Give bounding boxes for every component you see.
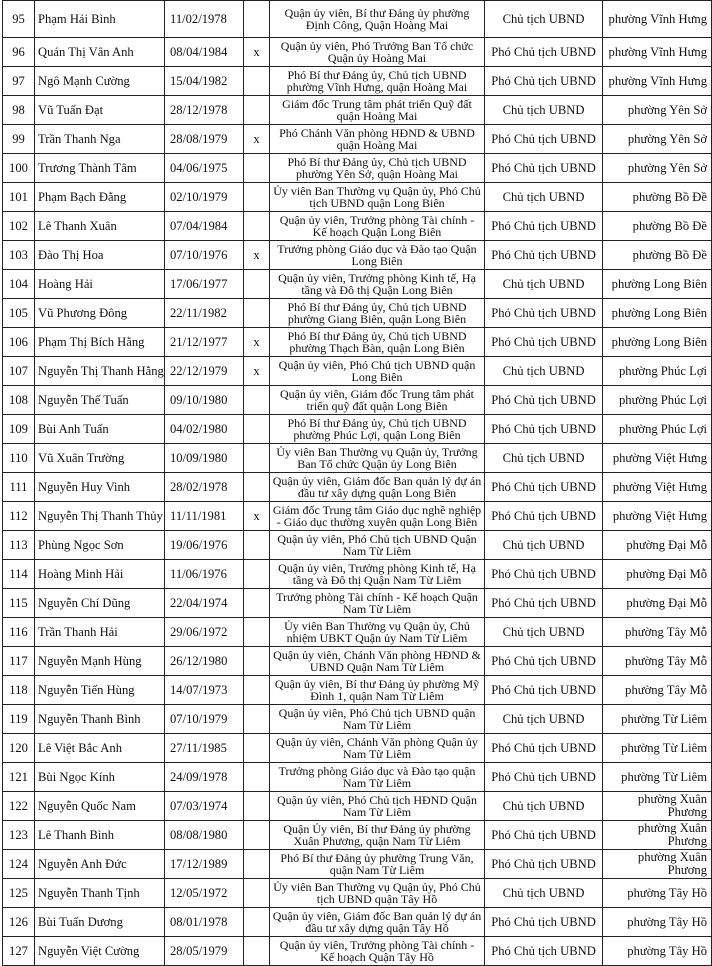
table-row — [3, 705, 712, 734]
current-position: Ủy viên Ban Thường vụ Quận ủy, Phó Chủ tịch UBND quận Long Biên — [270, 183, 485, 212]
female-mark — [244, 676, 270, 705]
female-mark — [244, 473, 270, 502]
current-position: Trưởng phòng Tài chính - Kế hoạch Quận Nam Từ Liêm — [270, 589, 485, 618]
female-mark — [244, 734, 270, 763]
current-position: Quận ủy viên, Phó Trưởng Ban Tổ chức Quận ủy Hoàng Mai — [270, 38, 485, 67]
table-row — [3, 183, 712, 212]
table-row — [3, 96, 712, 125]
current-position: Quận ủy viên, Bí thư Đảng ủy phường Định Công, Quận Hoàng Mai — [270, 1, 485, 38]
table-row — [3, 241, 712, 270]
table-row — [3, 415, 712, 444]
table-row — [3, 821, 712, 850]
current-position: Trưởng phòng Giáo dục và Đào tạo quận Nam Từ Liêm — [270, 763, 485, 792]
full-name: Nguyễn Việt Cường — [35, 937, 165, 966]
row-number: 108 — [3, 386, 35, 415]
assigned-ward: phường Phúc Lợi — [603, 415, 712, 444]
table-row — [3, 357, 712, 386]
female-mark — [244, 299, 270, 328]
assigned-ward: phường Bồ Đề — [603, 183, 712, 212]
new-position: Phó Chủ tịch UBND — [485, 241, 603, 270]
current-position: Giám đốc Trung tâm Giáo dục nghề nghiệp - Giáo dục thường xuyên quận Long Biên — [270, 502, 485, 531]
full-name: Phạm Bạch Đằng — [35, 183, 165, 212]
date-of-birth: 07/03/1974 — [165, 792, 244, 821]
female-mark — [244, 589, 270, 618]
row-number: 104 — [3, 270, 35, 299]
table-row — [3, 444, 712, 473]
row-number: 98 — [3, 96, 35, 125]
date-of-birth: 11/11/1981 — [165, 502, 244, 531]
new-position: Phó Chủ tịch UBND — [485, 386, 603, 415]
table-row — [3, 299, 712, 328]
assigned-ward: phường Tây Hồ — [603, 908, 712, 937]
current-position: Quận ủy viên, Trưởng phòng Kinh tế, Hạ tầng và Đô thị Quận Long Biên — [270, 270, 485, 299]
assigned-ward: phường Long Biên — [603, 299, 712, 328]
table-row — [3, 676, 712, 705]
full-name: Lê Việt Bắc Anh — [35, 734, 165, 763]
current-position: Quận ủy viên, Phó Chủ tịch UBND quận Nam Từ Liêm — [270, 705, 485, 734]
new-position: Phó Chủ tịch UBND — [485, 821, 603, 850]
full-name: Nguyễn Quốc Nam — [35, 792, 165, 821]
current-position: Ủy viên Ban Thường vụ Quận ủy, Chủ nhiệm UBKT Quận ủy Nam Từ Liêm — [270, 618, 485, 647]
row-number: 115 — [3, 589, 35, 618]
new-position: Phó Chủ tịch UBND — [485, 647, 603, 676]
assigned-ward: phường Xuân Phương — [603, 821, 712, 850]
date-of-birth: 24/09/1978 — [165, 763, 244, 792]
full-name: Nguyễn Huy Vinh — [35, 473, 165, 502]
row-number: 116 — [3, 618, 35, 647]
table-row — [3, 879, 712, 908]
row-number: 121 — [3, 763, 35, 792]
table-row — [3, 212, 712, 241]
assigned-ward: phường Yên Sở — [603, 125, 712, 154]
current-position: Phó Bí thư Đảng ủy, Chủ tịch UBND phường Phúc Lợi, quận Long Biên — [270, 415, 485, 444]
current-position: Quận ủy viên, Bí thư Đảng ủy phường Mỹ Đình 1, quận Nam Từ Liêm — [270, 676, 485, 705]
new-position: Chủ tịch UBND — [485, 705, 603, 734]
female-mark — [244, 154, 270, 183]
current-position: Phó Bí thư Đảng ủy phường Trung Văn, quận Nam Từ Liêm — [270, 850, 485, 879]
date-of-birth: 22/12/1979 — [165, 357, 244, 386]
full-name: Vũ Xuân Trường — [35, 444, 165, 473]
date-of-birth: 28/12/1978 — [165, 96, 244, 125]
current-position: Ủy viên Ban Thường vụ Quận ủy, Trưởng Ban Tổ chức Quận ủy Long Biên — [270, 444, 485, 473]
assigned-ward: phường Phúc Lợi — [603, 357, 712, 386]
assigned-ward: phường Đại Mỗ — [603, 589, 712, 618]
female-mark — [244, 618, 270, 647]
table-row — [3, 502, 712, 531]
new-position: Phó Chủ tịch UBND — [485, 67, 603, 96]
assigned-ward: phường Tây Hồ — [603, 879, 712, 908]
date-of-birth: 11/02/1978 — [165, 1, 244, 38]
full-name: Lê Thanh Xuân — [35, 212, 165, 241]
current-position: Quận ủy viên, Trưởng phòng Kinh tế, Hạ tầng và Đô thị Quận Nam Từ Liêm — [270, 560, 485, 589]
date-of-birth: 19/06/1976 — [165, 531, 244, 560]
full-name: Phạm Hải Bình — [35, 1, 165, 38]
female-mark — [244, 937, 270, 966]
new-position: Chủ tịch UBND — [485, 618, 603, 647]
new-position: Phó Chủ tịch UBND — [485, 299, 603, 328]
female-mark — [244, 908, 270, 937]
new-position: Phó Chủ tịch UBND — [485, 154, 603, 183]
assigned-ward: phường Từ Liêm — [603, 705, 712, 734]
row-number: 123 — [3, 821, 35, 850]
new-position: Phó Chủ tịch UBND — [485, 937, 603, 966]
date-of-birth: 09/10/1980 — [165, 386, 244, 415]
row-number: 113 — [3, 531, 35, 560]
date-of-birth: 14/07/1973 — [165, 676, 244, 705]
full-name: Nguyễn Thị Thanh Thủy — [35, 502, 165, 531]
new-position: Chủ tịch UBND — [485, 1, 603, 38]
new-position: Phó Chủ tịch UBND — [485, 850, 603, 879]
row-number: 111 — [3, 473, 35, 502]
new-position: Phó Chủ tịch UBND — [485, 560, 603, 589]
full-name: Phạm Thị Bích Hằng — [35, 328, 165, 357]
female-mark: x — [244, 328, 270, 357]
new-position: Phó Chủ tịch UBND — [485, 589, 603, 618]
row-number: 126 — [3, 908, 35, 937]
assigned-ward: phường Long Biên — [603, 328, 712, 357]
full-name: Nguyễn Thị Thanh Hằng — [35, 357, 165, 386]
row-number: 99 — [3, 125, 35, 154]
date-of-birth: 21/12/1977 — [165, 328, 244, 357]
female-mark — [244, 705, 270, 734]
female-mark — [244, 96, 270, 125]
current-position: Quận Ủy viên, Bí thư Đảng ủy phường Xuân Phương, quận Nam Từ Liêm — [270, 821, 485, 850]
female-mark — [244, 531, 270, 560]
date-of-birth: 17/06/1977 — [165, 270, 244, 299]
table-row — [3, 734, 712, 763]
full-name: Nguyễn Tiến Hùng — [35, 676, 165, 705]
assigned-ward: phường Từ Liêm — [603, 763, 712, 792]
full-name: Hoàng Minh Hải — [35, 560, 165, 589]
table-row — [3, 850, 712, 879]
female-mark: x — [244, 357, 270, 386]
date-of-birth: 28/08/1979 — [165, 125, 244, 154]
date-of-birth: 08/08/1980 — [165, 821, 244, 850]
new-position: Phó Chủ tịch UBND — [485, 763, 603, 792]
female-mark: x — [244, 38, 270, 67]
table-row — [3, 473, 712, 502]
date-of-birth: 17/12/1989 — [165, 850, 244, 879]
assigned-ward: phường Tây Mỗ — [603, 618, 712, 647]
assigned-ward: phường Tây Hồ — [603, 937, 712, 966]
female-mark — [244, 386, 270, 415]
current-position: Phó Bí thư Đảng ủy, Chủ tịch UBND phường Thạch Bàn, quận Long Biên — [270, 328, 485, 357]
current-position: Phó Bí thư Đảng ủy, Chủ tịch UBND phường Vĩnh Hưng, quận Hoàng Mai — [270, 67, 485, 96]
table-row — [3, 531, 712, 560]
new-position: Chủ tịch UBND — [485, 270, 603, 299]
date-of-birth: 15/04/1982 — [165, 67, 244, 96]
female-mark — [244, 821, 270, 850]
new-position: Phó Chủ tịch UBND — [485, 38, 603, 67]
row-number: 118 — [3, 676, 35, 705]
table-row — [3, 792, 712, 821]
personnel-list-document — [2, 0, 707, 964]
current-position: Trưởng phòng Giáo dục và Đào tạo Quận Long Biên — [270, 241, 485, 270]
assigned-ward: phường Việt Hưng — [603, 502, 712, 531]
table-row — [3, 937, 712, 966]
current-position: Quận ủy viên, Trưởng phòng Tài chính - Kế hoạch Quận Long Biên — [270, 212, 485, 241]
female-mark — [244, 212, 270, 241]
full-name: Phùng Ngọc Sơn — [35, 531, 165, 560]
current-position: Quận ủy viên, Giám đốc Ban quản lý dự án đầu tư xây dựng quận Tây Hồ — [270, 908, 485, 937]
female-mark — [244, 183, 270, 212]
full-name: Đào Thị Hoa — [35, 241, 165, 270]
assigned-ward: phường Yên Sở — [603, 154, 712, 183]
table-row — [3, 560, 712, 589]
assigned-ward: phường Việt Hưng — [603, 473, 712, 502]
current-position: Quận ủy viên, Giám đốc Trung tâm phát triển quỹ đất quận Long Biên — [270, 386, 485, 415]
current-position: Quận ủy viên, Giám đốc Ban quản lý dự án đầu tư xây dựng quận Long Biên — [270, 473, 485, 502]
assigned-ward: phường Vĩnh Hưng — [603, 1, 712, 38]
date-of-birth: 07/04/1984 — [165, 212, 244, 241]
date-of-birth: 28/02/1978 — [165, 473, 244, 502]
assigned-ward: phường Vĩnh Hưng — [603, 67, 712, 96]
row-number: 110 — [3, 444, 35, 473]
date-of-birth: 10/09/1980 — [165, 444, 244, 473]
female-mark — [244, 1, 270, 38]
row-number: 122 — [3, 792, 35, 821]
row-number: 117 — [3, 647, 35, 676]
row-number: 109 — [3, 415, 35, 444]
row-number: 120 — [3, 734, 35, 763]
female-mark: x — [244, 125, 270, 154]
assigned-ward: phường Đại Mỗ — [603, 560, 712, 589]
full-name: Bùi Ngọc Kính — [35, 763, 165, 792]
full-name: Ngô Mạnh Cường — [35, 67, 165, 96]
row-number: 119 — [3, 705, 35, 734]
row-number: 124 — [3, 850, 35, 879]
date-of-birth: 02/10/1979 — [165, 183, 244, 212]
full-name: Nguyễn Thanh Bình — [35, 705, 165, 734]
new-position: Chủ tịch UBND — [485, 444, 603, 473]
date-of-birth: 29/06/1972 — [165, 618, 244, 647]
date-of-birth: 07/10/1976 — [165, 241, 244, 270]
current-position: Phó Chánh Văn phòng HĐND & UBND quận Hoàng Mai — [270, 125, 485, 154]
date-of-birth: 04/06/1975 — [165, 154, 244, 183]
row-number: 107 — [3, 357, 35, 386]
assigned-ward: phường Long Biên — [603, 270, 712, 299]
row-number: 105 — [3, 299, 35, 328]
current-position: Quận ủy viên, Phó Chủ tịch HĐND Quận Nam Từ Liêm — [270, 792, 485, 821]
female-mark — [244, 850, 270, 879]
full-name: Nguyễn Chí Dũng — [35, 589, 165, 618]
row-number: 112 — [3, 502, 35, 531]
row-number: 95 — [3, 1, 35, 38]
female-mark — [244, 67, 270, 96]
table-row — [3, 270, 712, 299]
row-number: 102 — [3, 212, 35, 241]
full-name: Vũ Tuấn Đạt — [35, 96, 165, 125]
date-of-birth: 27/11/1985 — [165, 734, 244, 763]
table-row — [3, 647, 712, 676]
full-name: Trần Thanh Hải — [35, 618, 165, 647]
new-position: Phó Chủ tịch UBND — [485, 415, 603, 444]
full-name: Nguyễn Thế Tuấn — [35, 386, 165, 415]
female-mark — [244, 792, 270, 821]
full-name: Quán Thị Vân Anh — [35, 38, 165, 67]
row-number: 103 — [3, 241, 35, 270]
table-row — [3, 154, 712, 183]
new-position: Chủ tịch UBND — [485, 879, 603, 908]
new-position: Phó Chủ tịch UBND — [485, 212, 603, 241]
female-mark — [244, 444, 270, 473]
female-mark — [244, 560, 270, 589]
row-number: 106 — [3, 328, 35, 357]
new-position: Chủ tịch UBND — [485, 531, 603, 560]
full-name: Nguyễn Thanh Tịnh — [35, 879, 165, 908]
current-position: Quận ủy viên, Phó Chủ tịch UBND Quận Nam Từ Liêm — [270, 531, 485, 560]
new-position: Phó Chủ tịch UBND — [485, 473, 603, 502]
date-of-birth: 11/06/1976 — [165, 560, 244, 589]
full-name: Bùi Anh Tuấn — [35, 415, 165, 444]
row-number: 101 — [3, 183, 35, 212]
current-position: Quận ủy viên, Trưởng phòng Tài chính - Kế hoạch Quận Tây Hồ — [270, 937, 485, 966]
table-row — [3, 908, 712, 937]
assigned-ward: phường Đại Mỗ — [603, 531, 712, 560]
date-of-birth: 22/04/1974 — [165, 589, 244, 618]
table-row — [3, 38, 712, 67]
female-mark: x — [244, 241, 270, 270]
full-name: Trương Thành Tâm — [35, 154, 165, 183]
table-row — [3, 763, 712, 792]
row-number: 127 — [3, 937, 35, 966]
new-position: Phó Chủ tịch UBND — [485, 734, 603, 763]
assigned-ward: phường Phúc Lợi — [603, 386, 712, 415]
assigned-ward: phường Tây Mỗ — [603, 676, 712, 705]
female-mark — [244, 270, 270, 299]
row-number: 97 — [3, 67, 35, 96]
date-of-birth: 04/02/1980 — [165, 415, 244, 444]
new-position: Phó Chủ tịch UBND — [485, 676, 603, 705]
date-of-birth: 28/05/1979 — [165, 937, 244, 966]
current-position: Quận ủy viên, Phó Chủ tịch UBND quận Long Biên — [270, 357, 485, 386]
assigned-ward: phường Tây Mỗ — [603, 647, 712, 676]
female-mark — [244, 879, 270, 908]
new-position: Chủ tịch UBND — [485, 357, 603, 386]
female-mark — [244, 763, 270, 792]
table-row — [3, 1, 712, 38]
current-position: Phó Bí thư Đảng ủy, Chủ tịch UBND phường Giang Biên, quận Long Biên — [270, 299, 485, 328]
full-name: Hoàng Hải — [35, 270, 165, 299]
date-of-birth: 08/01/1978 — [165, 908, 244, 937]
table-row — [3, 125, 712, 154]
table-row — [3, 618, 712, 647]
assigned-ward: phường Việt Hưng — [603, 444, 712, 473]
row-number: 125 — [3, 879, 35, 908]
row-number: 96 — [3, 38, 35, 67]
full-name: Nguyễn Anh Đức — [35, 850, 165, 879]
new-position: Phó Chủ tịch UBND — [485, 125, 603, 154]
new-position: Phó Chủ tịch UBND — [485, 908, 603, 937]
current-position: Giám đốc Trung tâm phát triển Quỹ đất quận Hoàng Mai — [270, 96, 485, 125]
full-name: Nguyễn Mạnh Hùng — [35, 647, 165, 676]
table-row — [3, 386, 712, 415]
assigned-ward: phường Bồ Đề — [603, 212, 712, 241]
date-of-birth: 26/12/1980 — [165, 647, 244, 676]
full-name: Trần Thanh Nga — [35, 125, 165, 154]
date-of-birth: 08/04/1984 — [165, 38, 244, 67]
female-mark: x — [244, 502, 270, 531]
full-name: Lê Thanh Bình — [35, 821, 165, 850]
table-row — [3, 589, 712, 618]
current-position: Ủy viên Ban Thường vụ Quận ủy, Phó Chủ tịch UBND quận Tây Hồ — [270, 879, 485, 908]
personnel-table — [2, 0, 712, 966]
new-position: Phó Chủ tịch UBND — [485, 502, 603, 531]
date-of-birth: 12/05/1972 — [165, 879, 244, 908]
personnel-table-body — [3, 1, 712, 966]
female-mark — [244, 647, 270, 676]
table-row — [3, 328, 712, 357]
current-position: Quận ủy viên, Chánh Văn phòng Quận ủy Nam Từ Liêm — [270, 734, 485, 763]
assigned-ward: phường Yên Sở — [603, 96, 712, 125]
assigned-ward: phường Từ Liêm — [603, 734, 712, 763]
table-row — [3, 67, 712, 96]
current-position: Phó Bí thư Đảng ủy, Chủ tịch UBND phường Yên Sở, quận Hoàng Mai — [270, 154, 485, 183]
assigned-ward: phường Xuân Phương — [603, 850, 712, 879]
full-name: Bùi Tuấn Dương — [35, 908, 165, 937]
female-mark — [244, 415, 270, 444]
full-name: Vũ Phương Đông — [35, 299, 165, 328]
new-position: Chủ tịch UBND — [485, 183, 603, 212]
current-position: Quận ủy viên, Chánh Văn phòng HĐND & UBND Quận Nam Từ Liêm — [270, 647, 485, 676]
date-of-birth: 22/11/1982 — [165, 299, 244, 328]
assigned-ward: phường Vĩnh Hưng — [603, 38, 712, 67]
assigned-ward: phường Bồ Đề — [603, 241, 712, 270]
new-position: Phó Chủ tịch UBND — [485, 328, 603, 357]
date-of-birth: 07/10/1979 — [165, 705, 244, 734]
row-number: 114 — [3, 560, 35, 589]
new-position: Chủ tịch UBND — [485, 792, 603, 821]
row-number: 100 — [3, 154, 35, 183]
assigned-ward: phường Xuân Phương — [603, 792, 712, 821]
new-position: Chủ tịch UBND — [485, 96, 603, 125]
